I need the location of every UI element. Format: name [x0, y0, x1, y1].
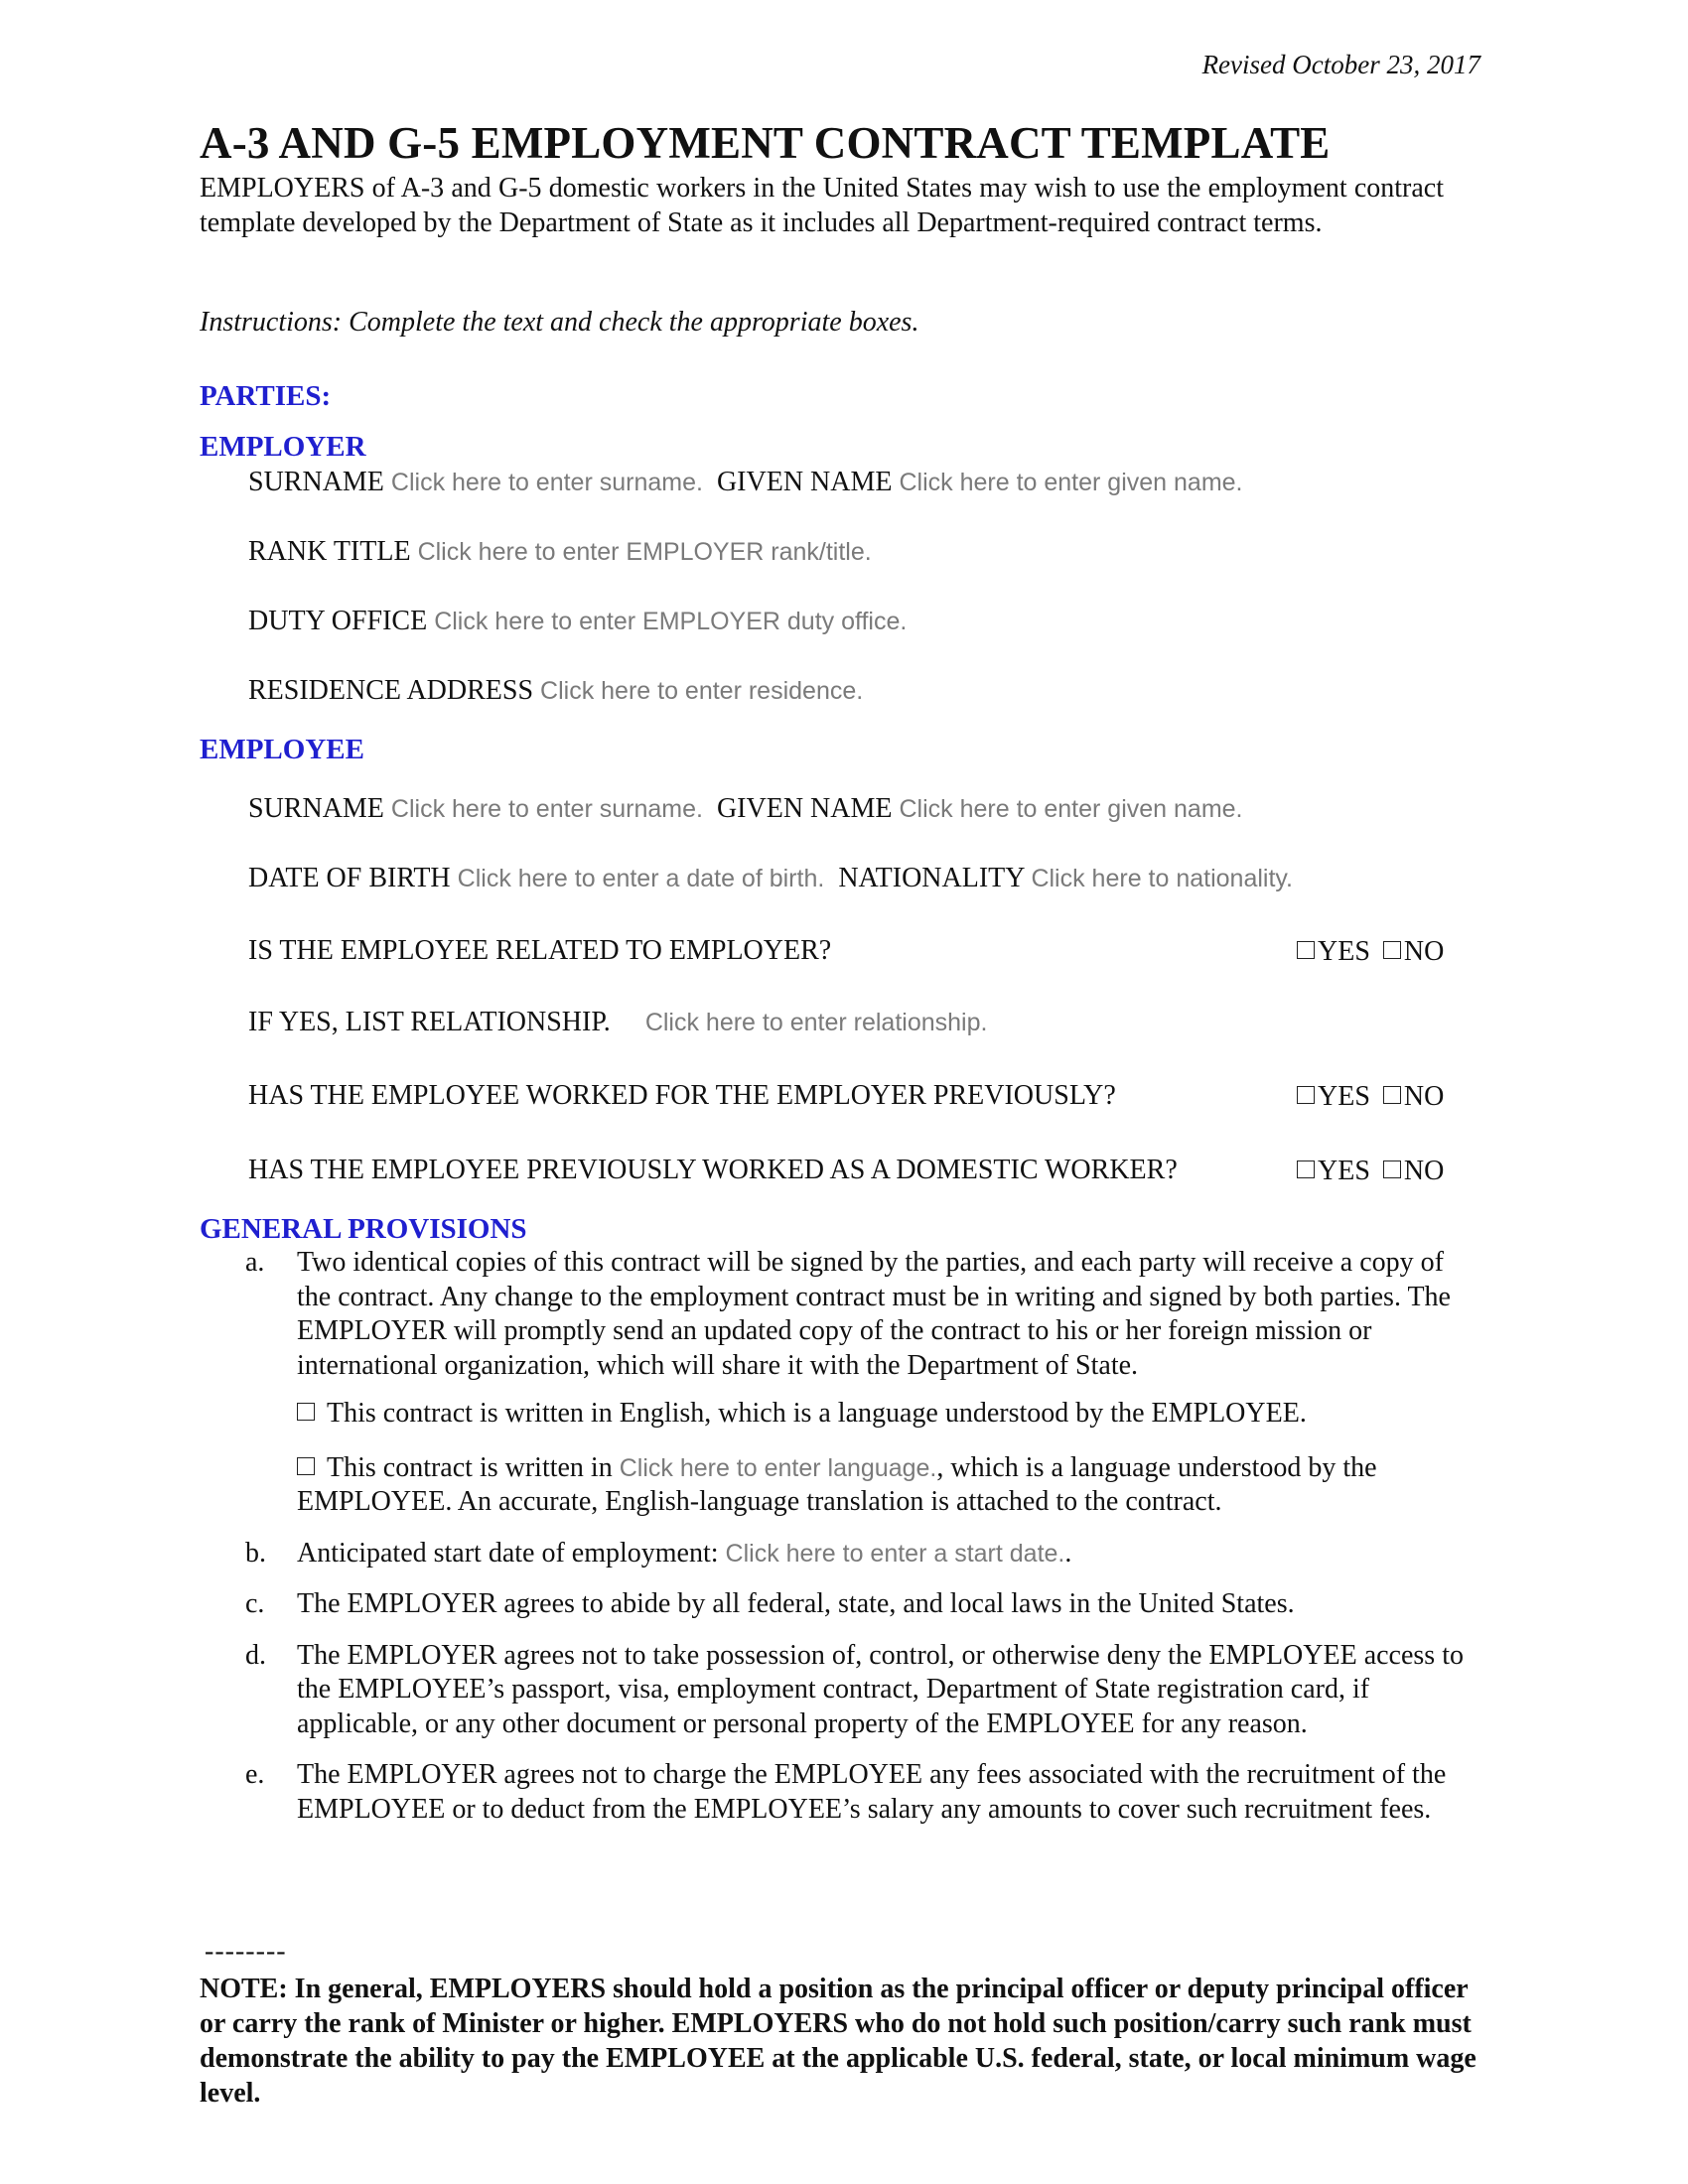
worked-yes-checkbox[interactable] [1297, 1086, 1315, 1104]
employer-residence-row [248, 675, 863, 707]
domestic-yes-label: YES [1318, 1156, 1370, 1186]
revision-date: Revised October 23, 2017 [1201, 50, 1480, 79]
provision-a-marker: a. [245, 1247, 265, 1278]
employer-duty-field[interactable]: Click here to enter EMPLOYER duty office. [434, 608, 908, 635]
worked-question: HAS THE EMPLOYEE WORKED FOR THE EMPLOYER PREVIOUSLY? [248, 1080, 1116, 1111]
employer-rank-row [248, 536, 872, 568]
other-language-checkbox[interactable] [297, 1457, 315, 1475]
worked-checkboxes [1297, 1081, 1444, 1113]
relationship-label: IF YES, LIST RELATIONSHIP. [248, 1007, 611, 1037]
provision-c [241, 1587, 1482, 1622]
domestic-no-checkbox[interactable] [1383, 1160, 1401, 1178]
domestic-yes-checkbox[interactable] [1297, 1160, 1315, 1178]
provisions-list [241, 1246, 1482, 1827]
employer-given-name-field[interactable]: Click here to enter given name. [899, 469, 1243, 496]
instructions: Instructions: Complete the text and check the appropriate boxes. [200, 307, 919, 338]
other-language-option [297, 1451, 1482, 1520]
employer-name-row [248, 467, 1243, 498]
provision-d-text: The EMPLOYER agrees not to take possession of, control, or otherwise deny the EMPLOYEE access to the EMPLOYEE’s passport, visa, employment contract, Department of State registration card, if applicable, or any other document or personal property of the EMPLOYEE for any reason. [297, 1639, 1464, 1739]
employee-given-name-label: GIVEN NAME [716, 793, 893, 824]
provision-c-marker: c. [245, 1588, 265, 1619]
related-no-label: NO [1403, 936, 1445, 967]
parties-heading: PARTIES: [200, 380, 332, 412]
related-checkboxes [1297, 936, 1444, 968]
related-question: IS THE EMPLOYEE RELATED TO EMPLOYER? [248, 935, 832, 966]
employee-dob-label: DATE OF BIRTH [248, 863, 451, 893]
related-yes-label: YES [1318, 936, 1370, 967]
employee-name-row [248, 793, 1243, 825]
employee-surname-label: SURNAME [248, 793, 384, 824]
start-date-field[interactable]: Click here to enter a start date. [725, 1539, 1065, 1568]
employer-rank-field[interactable]: Click here to enter EMPLOYER rank/title. [417, 538, 872, 566]
intro-paragraph: EMPLOYERS of A-3 and G-5 domestic workers in the United States may wish to use the employment contract template developed by the Department of State as it includes all Department-required contract terms. [200, 173, 1444, 238]
employer-heading: EMPLOYER [200, 431, 366, 463]
provision-c-text: The EMPLOYER agrees to abide by all federal, state, and local laws in the United States. [297, 1588, 1295, 1619]
domestic-no-label: NO [1403, 1156, 1445, 1186]
domestic-question: HAS THE EMPLOYEE PREVIOUSLY WORKED AS A DOMESTIC WORKER? [248, 1155, 1178, 1185]
employer-duty-row [248, 606, 907, 637]
employee-surname-field[interactable]: Click here to enter surname. [390, 795, 703, 823]
employee-nationality-label: NATIONALITY [838, 863, 1025, 893]
worked-yes-label: YES [1318, 1081, 1370, 1112]
related-yes-checkbox[interactable] [1297, 941, 1315, 959]
provision-b-text: Anticipated start date of employment: [297, 1537, 719, 1569]
employee-heading: EMPLOYEE [200, 734, 364, 765]
provision-b-marker: b. [245, 1537, 266, 1569]
provision-b [241, 1537, 1482, 1571]
employee-nationality-field[interactable]: Click here to nationality. [1031, 865, 1294, 892]
employer-residence-label: RESIDENCE ADDRESS [248, 675, 534, 706]
other-language-post: , which is a language understood by the EMPLOYEE. An accurate, English-language translation is attached to the contract. [297, 1451, 1377, 1517]
employer-rank-label: RANK TITLE [248, 536, 411, 567]
general-provisions-heading: GENERAL PROVISIONS [200, 1213, 527, 1245]
employer-surname-label: SURNAME [248, 467, 384, 497]
english-language-option [297, 1397, 1482, 1432]
provision-d-marker: d. [245, 1639, 266, 1671]
english-language-text: This contract is written in English, which is a language understood by the EMPLOYEE. [327, 1398, 1307, 1429]
employer-given-name-label: GIVEN NAME [716, 467, 893, 497]
footnote-note: NOTE: In general, EMPLOYERS should hold a position as the principal officer or deputy principal officer or carry the rank of Minister or higher. EMPLOYERS who do not hold such position/carry such rank must demonstrate the ability to pay the EMPLOYEE at the applicable U.S. federal, state, or local minimum wage level. [200, 1974, 1477, 2109]
employee-dob-row [248, 863, 1293, 894]
provision-d [241, 1639, 1482, 1742]
document-title: A-3 AND G-5 EMPLOYMENT CONTRACT TEMPLATE [200, 118, 1331, 168]
relationship-field[interactable]: Click here to enter relationship. [644, 1009, 988, 1036]
footnote-separator: -------- [205, 1936, 287, 1967]
provision-e [241, 1758, 1482, 1827]
worked-no-checkbox[interactable] [1383, 1086, 1401, 1104]
worked-no-label: NO [1403, 1081, 1445, 1112]
provision-e-text: The EMPLOYER agrees not to charge the EMPLOYEE any fees associated with the recruitment of the EMPLOYEE or to deduct from the EMPLOYEE’s salary any amounts to cover such recruitment fees. [297, 1759, 1447, 1825]
provision-a [241, 1246, 1482, 1520]
employee-dob-field[interactable]: Click here to enter a date of birth. [457, 865, 825, 892]
provision-a-text: Two identical copies of this contract will be signed by the parties, and each party will receive a copy of the contract. Any change to the employment contract must be in writing and signed by both parties. The EMPLOYER will promptly send an updated copy of the contract to his or her foreign mission or international organization, which will share it with the Department of State. [297, 1247, 1451, 1381]
relationship-row [248, 1007, 987, 1038]
employer-surname-field[interactable]: Click here to enter surname. [390, 469, 703, 496]
provision-b-end: . [1064, 1537, 1072, 1569]
related-no-checkbox[interactable] [1383, 941, 1401, 959]
employer-residence-field[interactable]: Click here to enter residence. [540, 677, 864, 705]
employer-duty-label: DUTY OFFICE [248, 606, 428, 636]
other-language-pre: This contract is written in [327, 1451, 613, 1483]
language-field[interactable]: Click here to enter language. [619, 1453, 937, 1482]
provision-e-marker: e. [245, 1759, 265, 1790]
english-language-checkbox[interactable] [297, 1403, 315, 1421]
employee-given-name-field[interactable]: Click here to enter given name. [899, 795, 1243, 823]
domestic-checkboxes [1297, 1156, 1444, 1187]
